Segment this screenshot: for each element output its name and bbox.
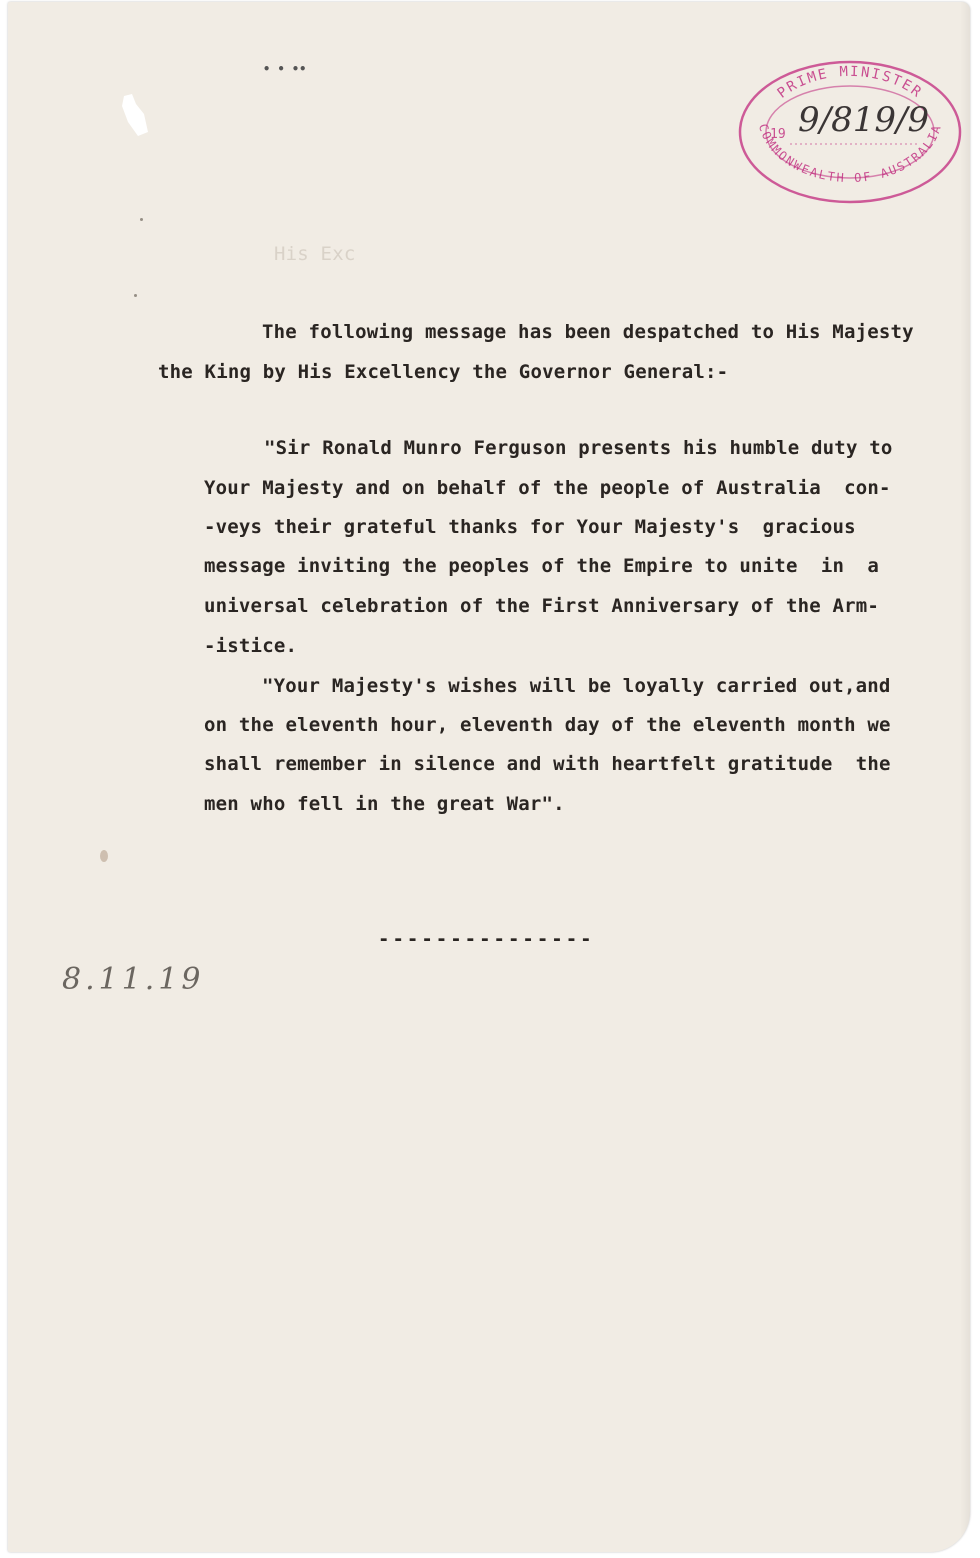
paper-tear-mark — [120, 92, 150, 138]
stamp-bottom-text: COMMONWEALTH OF AUSTRALIA — [755, 122, 945, 185]
letter-line-12: men who fell in the great War". — [204, 793, 565, 815]
ink-dot — [140, 218, 143, 221]
letter-line-9: "Your Majesty's wishes will be loyally carried out,and — [262, 675, 891, 697]
stamp-top-text: PRIME MINISTER — [774, 63, 926, 102]
handwritten-date: 8.11.19 — [62, 962, 205, 997]
stamp-file-number: 9/819/9 — [798, 100, 930, 140]
stray-ink-marks: • • •• — [263, 62, 307, 76]
stamp-year-prefix: 19 — [770, 127, 786, 142]
letter-line-5: -veys their grateful thanks for Your Majesty's gracious — [204, 516, 856, 538]
page-edge-shadow — [960, 2, 970, 1552]
letter-line-6: message inviting the peoples of the Empire to unite in a — [204, 555, 880, 577]
letter-line-11: shall remember in silence and with heartfelt gratitude the — [204, 753, 891, 775]
divider-line: --------------- — [378, 928, 595, 950]
document-page — [8, 2, 970, 1552]
letter-line-10: on the eleventh hour, eleventh day of the eleventh month we — [204, 714, 891, 736]
letter-line-4: Your Majesty and on behalf of the people of Australia con- — [204, 477, 891, 499]
letter-line-2: the King by His Excellency the Governor General:- — [158, 361, 729, 383]
letter-line-7: universal celebration of the First Anniversary of the Arm- — [204, 595, 880, 617]
letter-line-1: The following message has been despatched to His Majesty — [262, 321, 914, 343]
faint-heading: His Exc — [274, 243, 356, 265]
letter-line-3: "Sir Ronald Munro Ferguson presents his humble duty to — [264, 437, 893, 459]
ink-dot — [134, 294, 137, 297]
letter-line-8: -istice. — [204, 635, 298, 657]
paper-stain — [100, 850, 108, 862]
